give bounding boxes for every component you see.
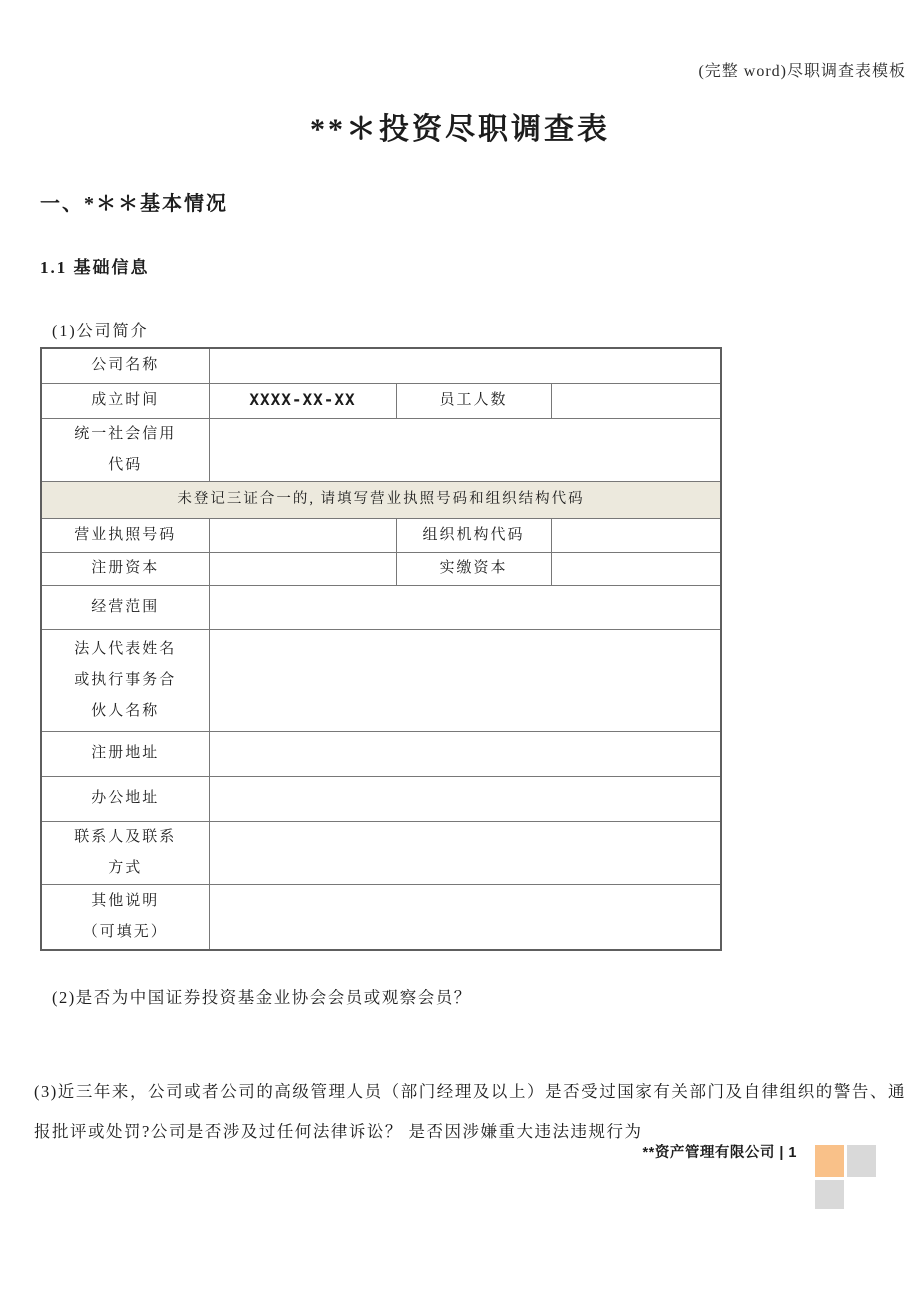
paid-capital-field[interactable]: [551, 552, 721, 585]
footer-company-page-number: **资产管理有限公司 | 1: [642, 1145, 797, 1161]
table-row-contact: [41, 821, 721, 884]
header-note: (完整 word)尽职调查表模板: [698, 63, 906, 80]
table-row-other-notes: [41, 884, 721, 950]
table-row-merge-note: [41, 481, 721, 518]
merge-note-text: 未登记三证合一的, 请填写营业执照号码和组织结构代码: [41, 481, 721, 518]
established-date-field[interactable]: XXXX-XX-XX: [249, 390, 356, 409]
logo-square-gray-bottom: [815, 1180, 844, 1209]
other-notes-field[interactable]: [209, 884, 721, 950]
contact-field[interactable]: [209, 821, 721, 884]
other-notes-label-line2: （可填无）: [82, 923, 168, 940]
employee-count-field[interactable]: [551, 383, 721, 418]
business-scope-label: 经营范围: [41, 585, 209, 629]
company-info-table: [40, 347, 722, 951]
table-row-registered-address: [41, 731, 721, 776]
credit-code-field[interactable]: [209, 418, 721, 481]
credit-code-label: 统一社会信用代码: [41, 418, 209, 481]
subsection-heading: 1.1 基础信息: [40, 258, 150, 277]
question-2-text: (2)是否为中国证券投资基金业协会会员或观察会员？: [52, 988, 472, 1007]
table-row-office-address: [41, 776, 721, 821]
paid-capital-label: 实缴资本: [396, 552, 551, 585]
company-intro-caption: (1)公司简介: [52, 323, 149, 340]
business-license-field[interactable]: [209, 518, 396, 552]
company-name-label: 公司名称: [41, 348, 209, 383]
office-address-label: 办公地址: [41, 776, 209, 821]
table-row-license: [41, 518, 721, 552]
legal-rep-label: 法人代表姓名或执行事务合伙人名称: [41, 629, 209, 731]
table-row-established: [41, 383, 721, 418]
established-date-label: 成立时间: [41, 383, 209, 418]
table-row-credit-code: [41, 418, 721, 481]
org-code-label: 组织机构代码: [396, 518, 551, 552]
question-3-text: (3)近三年来，公司或者公司的高级管理人员（部门经理及以上）是否受过国家有关部门及自律组织的警告、通报批评或处罚?公司是否涉及过任何法律诉讼？ 是否因涉嫌重大违法违规行为: [34, 1082, 906, 1141]
office-address-field[interactable]: [209, 776, 721, 821]
registered-address-field[interactable]: [209, 731, 721, 776]
contact-label: 联系人及联系方式: [41, 821, 209, 884]
registered-address-label: 注册地址: [41, 731, 209, 776]
registered-capital-field[interactable]: [209, 552, 396, 585]
logo-square-gray-top: [847, 1145, 876, 1177]
table-row-company-name: [41, 348, 721, 383]
table-row-legal-rep: [41, 629, 721, 731]
page-title: **＊投资尽职调查表: [310, 113, 610, 146]
business-scope-field[interactable]: [209, 585, 721, 629]
registered-capital-label: 注册资本: [41, 552, 209, 585]
table-row-capital: [41, 552, 721, 585]
business-license-label: 营业执照号码: [41, 518, 209, 552]
section-heading: 一、*＊＊基本情况: [40, 193, 228, 215]
employee-count-label: 员工人数: [396, 383, 551, 418]
org-code-field[interactable]: [551, 518, 721, 552]
company-name-field[interactable]: [209, 348, 721, 383]
other-notes-label: [41, 884, 209, 950]
table-row-business-scope: [41, 585, 721, 629]
legal-rep-field[interactable]: [209, 629, 721, 731]
other-notes-label-line1: 其他说明: [91, 892, 160, 909]
logo-square-orange: [815, 1145, 844, 1177]
